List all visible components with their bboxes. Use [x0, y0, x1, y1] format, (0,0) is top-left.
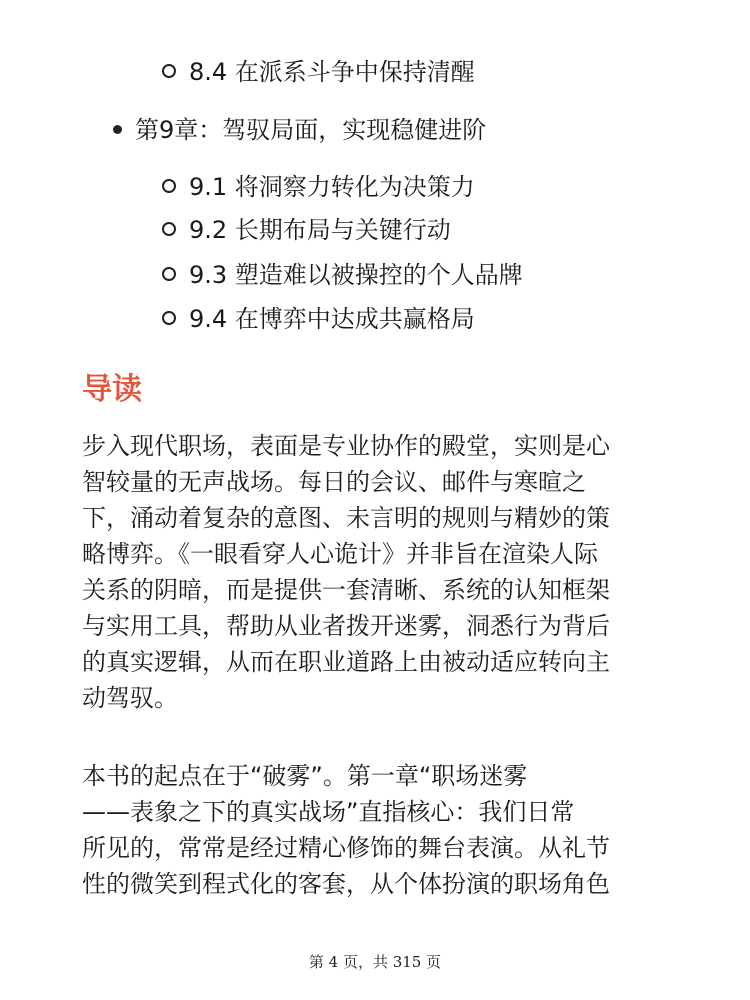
paragraph-line: 智较量的无声战场。每日的会议、邮件与寒暄之: [82, 468, 586, 496]
hollow-bullet-icon: [162, 311, 176, 325]
toc-item-9-1[interactable]: [162, 170, 475, 204]
paragraph-line: 关系的阴暗，而是提供一套清晰、系统的认知框架: [82, 576, 610, 604]
toc-chapter-9[interactable]: [113, 113, 486, 147]
paragraph-line: 与实用工具，帮助从业者拨开迷雾，洞悉行为背后: [82, 612, 610, 640]
paragraph-line: 所见的，常常是经过精心修饰的舞台表演。从礼节: [82, 834, 610, 862]
body-paragraph-2: [82, 758, 672, 902]
paragraph-line: 动驾驭。: [82, 684, 178, 712]
paragraph-line: 下，涌动着复杂的意图、未言明的规则与精妙的策: [82, 504, 610, 532]
paragraph-line: 的真实逻辑，从而在职业道路上由被动适应转向主: [82, 648, 610, 676]
solid-bullet-icon: [113, 125, 122, 134]
toc-item-9-4[interactable]: [162, 302, 475, 336]
paragraph-line: 性的微笑到程式化的客套，从个体扮演的职场角色: [82, 870, 610, 898]
toc-item-8-4[interactable]: [162, 55, 475, 89]
body-paragraph-1: [82, 428, 672, 716]
hollow-bullet-icon: [162, 179, 176, 193]
paragraph-line: 步入现代职场，表面是专业协作的殿堂，实则是心: [82, 432, 610, 460]
section-heading: 导读: [82, 372, 142, 407]
toc-item-label: 9.4 在博弈中达成共赢格局: [189, 305, 475, 333]
toc-item-9-3[interactable]: [162, 258, 523, 292]
hollow-bullet-icon: [162, 267, 176, 281]
paragraph-line: 本书的起点在于“破雾”。第一章“职场迷雾: [82, 762, 528, 790]
toc-item-label: 9.2 长期布局与关键行动: [189, 216, 451, 244]
hollow-bullet-icon: [162, 64, 176, 78]
page-number-footer: 第 4 页，共 315 页: [308, 953, 442, 971]
toc-chapter-label: 第9章：驾驭局面，实现稳健进阶: [135, 116, 487, 144]
toc-item-label: 8.4 在派系斗争中保持清醒: [189, 58, 475, 86]
toc-item-9-2[interactable]: [162, 213, 451, 247]
paragraph-line: 略博弈。《一眼看穿人心诡计》并非旨在渲染人际: [82, 540, 598, 568]
hollow-bullet-icon: [162, 222, 176, 236]
paragraph-line: ——表象之下的真实战场”直指核心：我们日常: [82, 798, 575, 826]
toc-item-label: 9.1 将洞察力转化为决策力: [189, 173, 475, 201]
toc-item-label: 9.3 塑造难以被操控的个人品牌: [189, 261, 523, 289]
